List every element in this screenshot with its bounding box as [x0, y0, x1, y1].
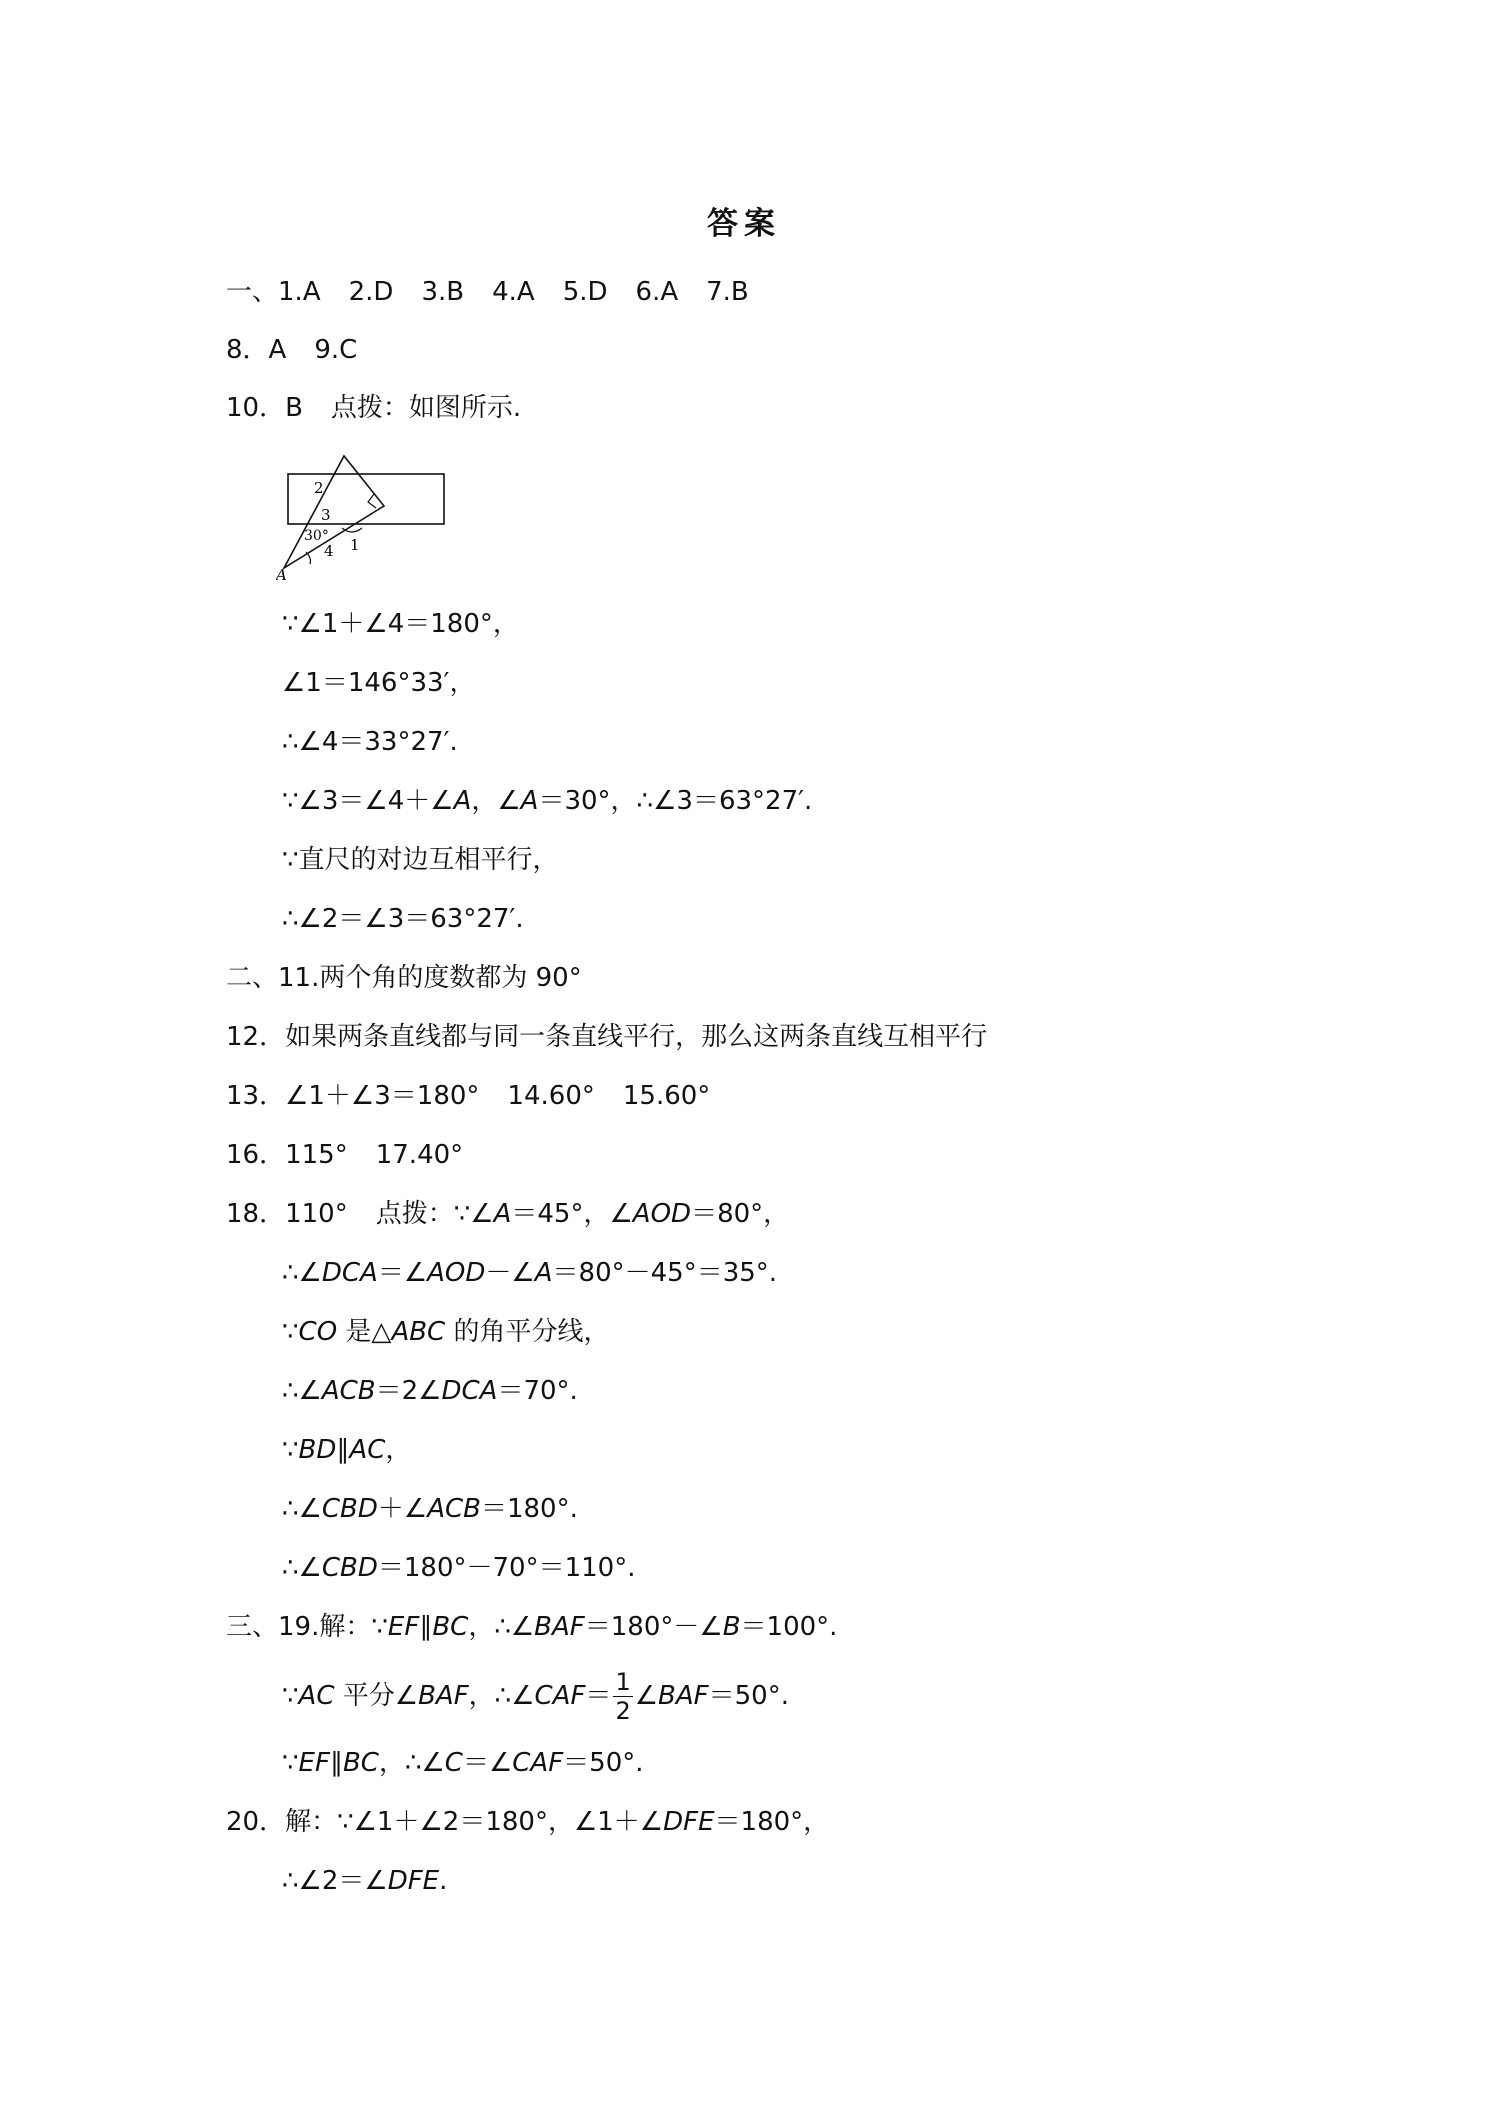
q15-answer: 15.60° [622, 1081, 711, 1111]
set-square-triangle [284, 456, 384, 568]
q13-answer: 13．∠1＋∠3＝180° [226, 1081, 480, 1111]
fraction-one-half: $\frac{1}{2}$ [615, 1668, 631, 1725]
q18-step-1: ∴∠DCA＝∠AOD－∠A＝80°－45°＝35°. [282, 1258, 778, 1288]
q18-step-4: ∵BD∥AC， [282, 1435, 412, 1465]
q20-line-1: 20．解：∵∠1＋∠2＝180°，∠1＋∠DFE＝180°， [226, 1807, 830, 1837]
q10-answer: 10．B [226, 393, 303, 423]
section1-line1 [226, 274, 749, 310]
section2-prefix: 二、 [226, 963, 279, 993]
answer-6: 6.A [635, 277, 679, 307]
q16-line [226, 1137, 463, 1173]
q19-line-1: 三、19.解：∵EF∥BC，∴∠BAF＝180°－∠B＝100°. [226, 1612, 838, 1642]
fig-label-4: 4 [324, 542, 334, 560]
q18-step-3: ∴∠ACB＝2∠DCA＝70°. [282, 1376, 578, 1406]
section1-prefix: 一、 [226, 277, 279, 307]
page-title: 答案 [707, 206, 781, 242]
q18-header: 18．110° 点拨：∵∠A＝45°，∠AOD＝80°， [226, 1199, 790, 1229]
answer-4: 4.A [492, 277, 535, 307]
q10-step-5: ∵直尺的对边互相平行， [282, 845, 559, 875]
q18-step-6: ∴∠CBD＝180°－70°＝110°. [282, 1553, 636, 1583]
q10-step-1: ∵∠1＋∠4＝180°， [282, 609, 519, 639]
fig-label-30: 30° [304, 528, 329, 544]
q10-step-6: ∴∠2＝∠3＝63°27′. [282, 904, 524, 934]
q10-header [226, 390, 521, 426]
q10-step-3: ∴∠4＝33°27′. [282, 727, 458, 757]
answer-9: 9.C [314, 335, 358, 365]
q18-answer: 18．110° [226, 1199, 348, 1229]
q17-answer: 17.40° [375, 1140, 464, 1170]
section1-line2 [226, 332, 357, 368]
fig-label-2: 2 [314, 479, 324, 497]
answer-7: 7.B [706, 277, 749, 307]
angle-arc-1 [342, 528, 362, 532]
section3-prefix: 三、 [226, 1612, 279, 1642]
fig-label-1: 1 [350, 536, 360, 554]
fig-label-a: A [276, 566, 287, 580]
q14-answer: 14.60° [507, 1081, 595, 1111]
q10-figure [276, 448, 456, 580]
q18-step-5: ∴∠CBD＋∠ACB＝180°. [282, 1494, 578, 1524]
q12-answer: 12．如果两条直线都与同一条直线平行，那么这两条直线互相平行 [226, 1022, 988, 1052]
q12-line [226, 1019, 987, 1055]
q18-step-2: ∵CO 是△ABC 的角平分线， [282, 1317, 610, 1347]
q19-line-2: ∵AC 平分∠BAF，∴∠CAF＝ $\frac{1}{2}$ ∠BAF＝50°. [282, 1668, 789, 1725]
answer-3: 3.B [421, 277, 465, 307]
q11-answer: 11.两个角的度数都为 90° [278, 963, 582, 993]
q19-line-3: ∵EF∥BC，∴∠C＝∠CAF＝50°. [282, 1748, 644, 1778]
answer-1: 1.A [278, 277, 321, 307]
q20-line-2: ∴∠2＝∠DFE. [282, 1866, 448, 1896]
q10-step-2: ∠1＝146°33′， [282, 668, 476, 698]
answer-2: 2.D [348, 277, 394, 307]
answer-5: 5.D [562, 277, 608, 307]
q11-line [226, 960, 582, 996]
q10-hint: 点拨：如图所示. [330, 393, 522, 423]
q13-line [226, 1078, 710, 1114]
fig-label-3: 3 [321, 506, 331, 524]
q10-step-4: ∵∠3＝∠4＋∠A，∠A＝30°，∴∠3＝63°27′. [282, 786, 813, 816]
right-angle-mark [368, 494, 376, 508]
q16-answer: 16．115° [226, 1140, 348, 1170]
answer-8: 8．A [226, 335, 287, 365]
